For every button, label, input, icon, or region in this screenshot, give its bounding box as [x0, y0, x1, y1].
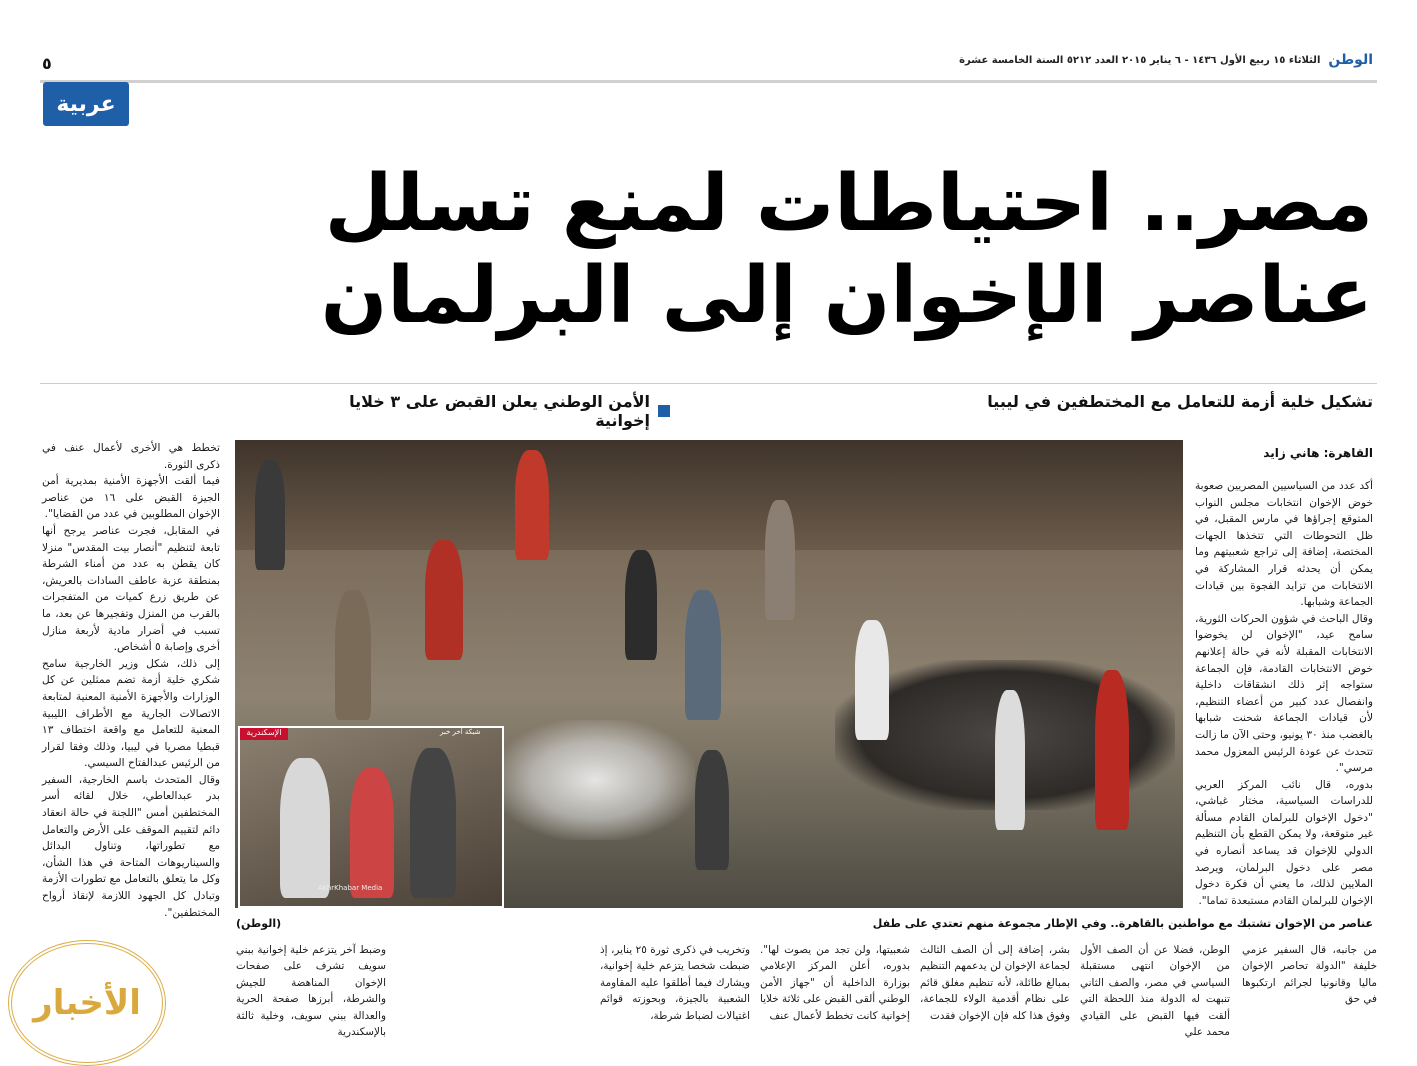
byline: القاهرة: هاني زايد — [1263, 446, 1373, 460]
bottom-column-4: وتخريب في ذكرى ثورة ٢٥ يناير، إذ ضبطت شخصا يتزعم خلية إخوانية، ويشارك فيما أطلقوا عليه المقاومة الشعبية بالجيزة، وبحوزته قوائم اغتيالات لضباط شرطة، — [600, 944, 750, 1022]
figure-person — [625, 550, 657, 660]
paragraph: وقال الباحث في شؤون الحركات الثورية، سامح عيد، "الإخوان لن يخوضوا الانتخابات المقبلة لأنه في حالة إعلانهم خوض الانتخابات القادمة، فإن الجماعة ستواجه إثر ذلك انشقاقات داخلية وانفصال عدد كبير من أعضاء التنظيم، لأن قيادات الجماعة شحنت شبابها بالغضب منذ ٣٠ يونيو، وحتى الآن ما زالت تتحدث عن عودة الرئيس المعزول محمد مرسي". — [1194, 612, 1373, 775]
figure-person — [765, 500, 795, 620]
paragraph: بدوره، قال نائب المركز العربي للدراسات السياسية، مختار غباشي، "دخول الإخوان للبرلمان القادم مسألة غير متوقعة، ولا يمكن القطع بأن التنظيم الدولي للإخوان قد يساعد أنصاره في مصر على دخول البرلمان، ويرصد الملايين لذلك، ما يعني أن فكرة دخول الإخوان للبرلمان القادم مستبعدة تماما". — [1195, 778, 1373, 907]
page-number: ٥ — [42, 54, 52, 73]
section-tag: عربية — [43, 82, 129, 126]
paragraph: في المقابل، فجرت عناصر يرجح أنها تابعة لتنظيم "أنصار بيت المقدس" منزلا كان يقطن به عدد من أمناء الشرطة بمنطقة عزبة عاطف السادات بالعريش، عن طريق زرع كميات من المتفجرات بالقرب من المنزل وتفجيرها عن بعد، ما تسبب في أضرار مادية لأربعة منازل أخرى وإصابة ٥ أشخاص. — [42, 524, 220, 654]
paragraph: إلى ذلك، شكل وزير الخارجية سامح شكري خلية أزمة تضم ممثلين عن كل الوزارات والأجهزة الأمنية المعنية لمتابعة الاتصالات الجارية مع الأطراف الليبية المعنية للتعامل مع واقعة اختطاف ١٣ قبطيا مصريا في ليبيا، وذلك وفقا لقرار من الرئيس عبدالفتاح السيسي. — [42, 657, 220, 770]
photo-caption: عناصر من الإخوان تشتبك مع مواطنين بالقاهرة.. وفي الإطار مجموعة منهم تعتدي على طفل — [872, 917, 1373, 930]
watermark-seal: الأخبار — [8, 940, 166, 1066]
dateline: الثلاثاء ١٥ ربيع الأول ١٤٣٦ - ٦ يناير ٢٠١٥ العدد ٥٢١٢ السنة الخامسة عشرة — [959, 54, 1321, 66]
figure-person — [685, 590, 721, 720]
headline: مصر.. احتياطات لمنع تسلل عناصر الإخوان إلى البرلمان — [320, 159, 1373, 341]
paragraph: تخطط هي الأخرى لأعمال عنف في ذكرى الثورة. — [42, 442, 220, 471]
masthead — [959, 52, 1373, 68]
figure-person — [695, 750, 729, 870]
figure-person — [335, 590, 371, 720]
inset-channel-tag: شبكة أخر خبر — [440, 728, 481, 736]
figure-person — [515, 450, 549, 560]
subheadline-secondary-text: الأمن الوطني يعلن القبض على ٣ خلايا إخوانية — [349, 392, 650, 430]
subheadline-primary: تشكيل خلية أزمة للتعامل مع المختطفين في ليبيا — [987, 392, 1373, 411]
inset-channel-logo: الإسكندرية — [240, 728, 288, 740]
smoke-cloud — [495, 720, 695, 840]
bottom-column-3: شعبيتها، ولن تجد من يصوت لها". بدوره، أعلن المركز الإعلامي بوزارة الداخلية أن "جهاز الأمن الوطني ألقى القبض على ثلاثة خلايا إخوانية كانت تخطط لأعمال عنف — [760, 944, 910, 1022]
photo-background-building — [235, 440, 1183, 550]
figure-person — [425, 540, 463, 660]
newspaper-logo: الوطن — [1328, 52, 1373, 68]
bottom-column-5: وضبط آخر يتزعم خلية إخوانية ببني سويف تشرف على صفحات الإخوان المناهضة للجيش والشرطة، أبرزها صفحة الحرية والعدالة ببني سويف، وخلية ثالثة بالإسكندرية — [236, 944, 386, 1039]
figure-person — [1095, 670, 1129, 830]
bottom-column-6: من جانبه، قال السفير عزمي خليفة "الدولة تحاصر الإخوان ماليا وقانونيا لجرائم ارتكبوها في حق — [1242, 944, 1377, 1006]
figure-person — [255, 460, 285, 570]
article-column-left — [42, 440, 220, 919]
square-bullet-icon — [658, 405, 670, 417]
inset-photo — [238, 726, 504, 908]
inset-figure — [410, 748, 456, 898]
inset-figure — [350, 768, 394, 898]
paragraph: أكد عدد من السياسيين المصريين صعوبة خوض الإخوان انتخابات مجلس النواب المتوقع إجراؤها في مارس المقبل، في ظل التحوطات التي تتخذها الجهات المختصة، إضافة إلى تراجع شعبيتهم وما يمكن أن يحدثه قرار المشاركة في الانتخابات من تزايد الفجوة بين قيادات الجماعة وشبابها. — [1195, 480, 1373, 609]
inset-figure — [280, 758, 330, 898]
paragraph: فيما ألقت الأجهزة الأمنية بمديرية أمن الجيزة القبض على ١٦ من عناصر الإخوان المطلوبين في عدد من القضايا". — [42, 475, 220, 521]
bottom-column-1: الوطن، فضلا عن أن الصف الأول من الإخوان انتهى مستقبلة السياسي في مصر، والصف الثاني تنبهت له الدولة منذ اللحظة التي ألقت فيها القبض على القيادي محمد علي — [1080, 944, 1230, 1039]
subheadline-secondary — [330, 392, 670, 430]
figure-person — [855, 620, 889, 740]
article-column-right — [1194, 478, 1373, 907]
inset-footer: AkhrKhabar Media — [318, 884, 383, 892]
bottom-column-2: بشر، إضافة إلى أن الصف الثالث لجماعة الإخوان لن يدعمهم التنظيم بمبالغ طائلة، لأنه تنظيم مغلق قائم على نظام أقدمية الولاء للجماعة، وفوق هذا كله فإن الإخوان فقدت — [920, 944, 1070, 1022]
paragraph: وقال المتحدث باسم الخارجية، السفير بدر عبدالعاطي، خلال لقائه أسر المختطفين أمس "اللجنة في حالة انعقاد دائم لتقييم الموقف على الأرض والتعامل مع تطوراتها، وتناول البدائل والسيناريوهات المتاحة في هذا الشأن، وكل ما يتعلق بالتعامل مع تطورات الأزمة وتبادل كل الجهود اللازمة لإنقاذ أرواح المختطفين". — [42, 773, 220, 919]
figure-person — [995, 690, 1025, 830]
photo-credit: (الوطن) — [236, 917, 282, 930]
